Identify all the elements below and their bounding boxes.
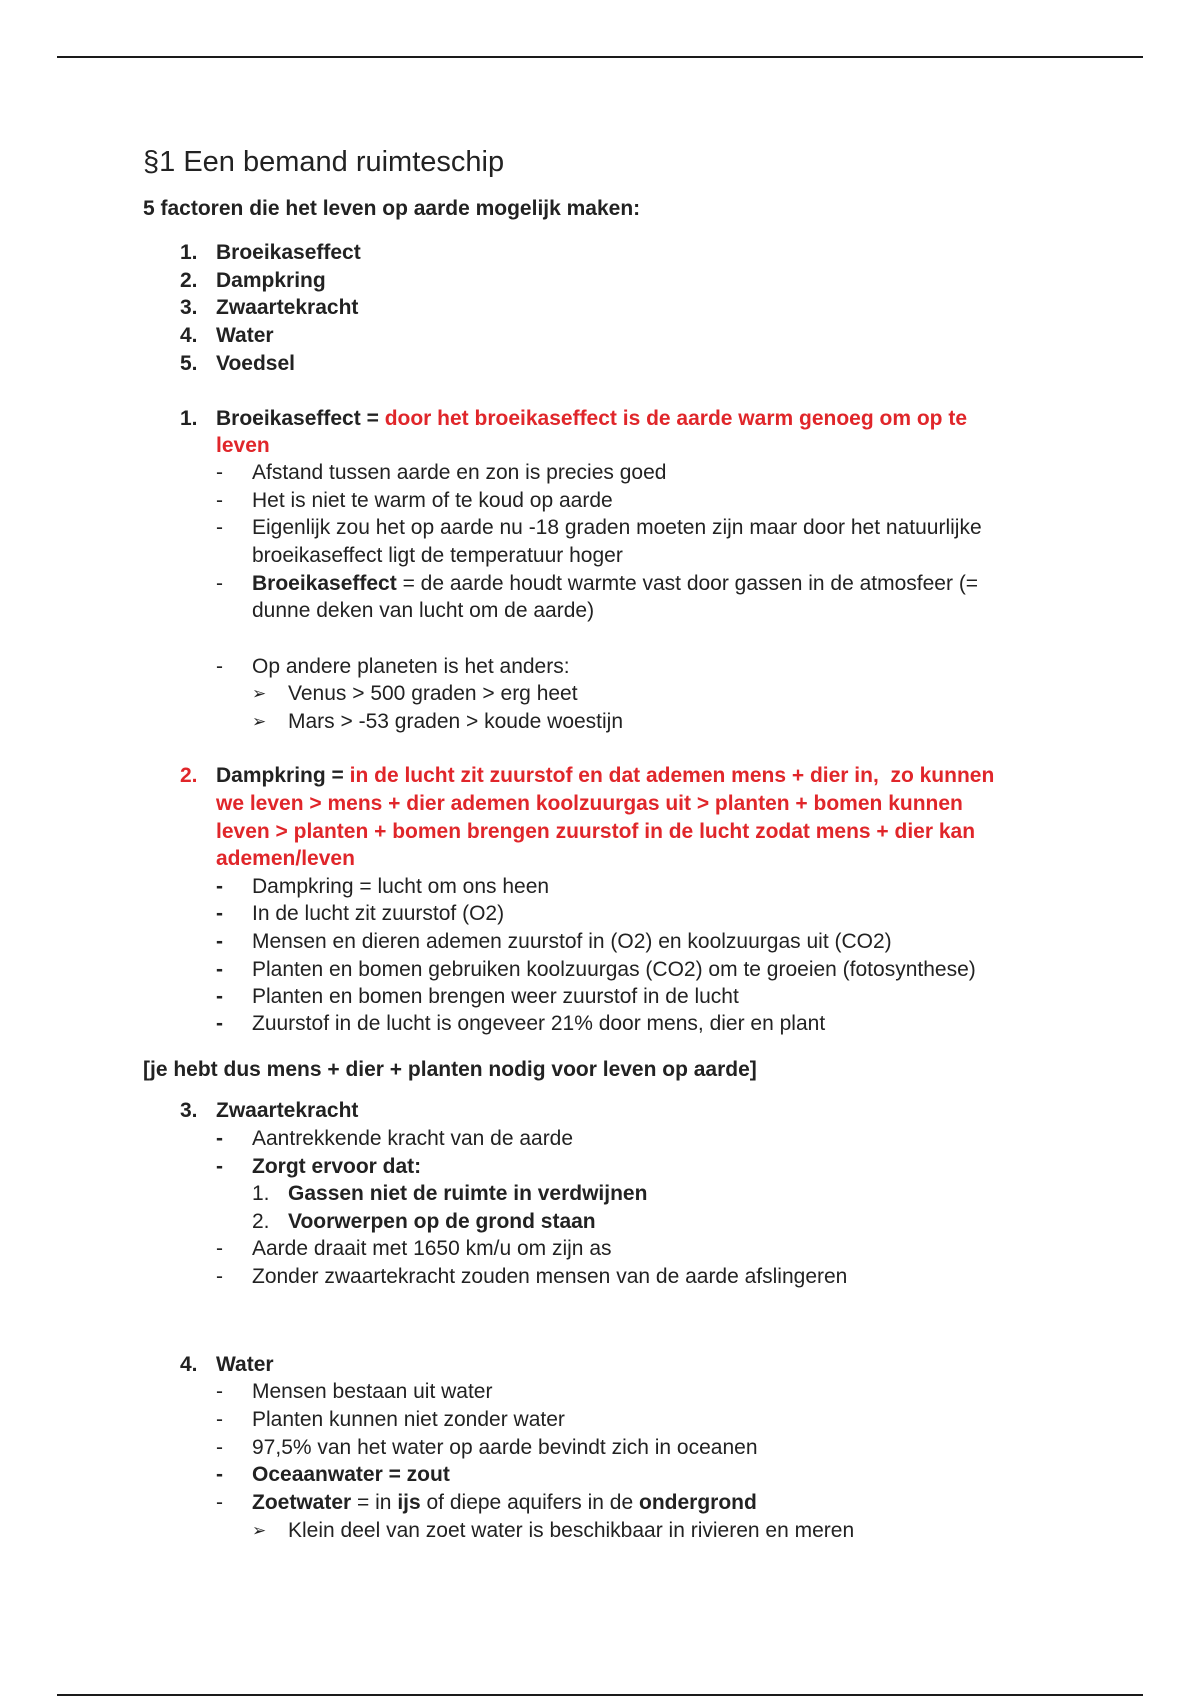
dash-marker: - — [216, 461, 223, 484]
section-zwaartekracht-heading: Zwaartekracht — [216, 1099, 359, 1122]
section-definition: door het broeikaseffect is de aarde warm genoeg om op te — [384, 407, 967, 430]
bullet-text: Aarde draait met 1650 km/u om zijn as — [252, 1237, 612, 1260]
bullet-text: Mensen en dieren ademen zuurstof in (O2) en koolzuurgas uit (CO2) — [252, 930, 892, 953]
dash-marker: - — [216, 1380, 223, 1403]
section-number: 2. — [180, 764, 198, 787]
section-number: 3. — [180, 1099, 198, 1122]
bullet-text: Aantrekkende kracht van de aarde — [252, 1127, 574, 1150]
dash-marker: - — [216, 516, 223, 539]
bottom-rule — [57, 1694, 1143, 1696]
dash-marker: - — [216, 1237, 223, 1260]
bullet-text: Zonder zwaartekracht zouden mensen van de aarde afslingeren — [252, 1265, 848, 1288]
bullet-text: Op andere planeten is het anders: — [252, 655, 570, 678]
factor-number: 1. — [180, 241, 198, 264]
bold-term: Zoetwater — [252, 1491, 352, 1514]
bullet-text: = de aarde houdt warmte vast door gassen in de atmosfeer (= — [396, 572, 979, 595]
bullet-text: Planten en bomen gebruiken koolzuurgas (CO2) om te groeien (fotosynthese) — [252, 958, 976, 981]
bold-term: ijs — [397, 1491, 421, 1514]
section-definition-continued: leven — [216, 434, 270, 457]
bullet-text: 97,5% van het water op aarde bevindt zich in oceanen — [252, 1436, 758, 1459]
bullet-text: = in — [351, 1491, 398, 1514]
bold-term: Broeikaseffect — [252, 572, 397, 595]
bullet-text-continued: dunne deken van lucht om de aarde) — [252, 599, 595, 622]
sub-item: Voorwerpen op de grond staan — [288, 1210, 596, 1233]
dash-marker: - — [216, 572, 223, 595]
factor-item: Voedsel — [216, 352, 295, 375]
bullet-text: In de lucht zit zuurstof (O2) — [252, 902, 505, 925]
sub-bullet-text: Venus > 500 graden > erg heet — [288, 682, 578, 705]
page-title: §1 Een bemand ruimteschip — [143, 146, 505, 178]
bullet-text-bold: Zorgt ervoor dat: — [252, 1155, 422, 1178]
dash-marker: - — [216, 489, 223, 512]
dash-marker: - — [216, 1436, 223, 1459]
dash-marker: - — [216, 1463, 223, 1486]
bullet-text: Het is niet te warm of te koud op aarde — [252, 489, 613, 512]
factor-number: 2. — [180, 269, 198, 292]
section-term: Broeikaseffect = — [216, 407, 379, 430]
arrow-bullet-icon: ➢ — [252, 712, 267, 731]
sub-number: 2. — [252, 1210, 270, 1233]
dash-marker: - — [216, 1012, 223, 1035]
factor-number: 4. — [180, 324, 198, 347]
summary-note: [je hebt dus mens + dier + planten nodig voor leven op aarde] — [143, 1058, 757, 1081]
bullet-broeikaseffect-definition — [252, 571, 978, 597]
factor-item: Zwaartekracht — [216, 296, 359, 319]
section-definition-continued: leven > planten + bomen brengen zuurstof in de lucht zodat mens + dier kan — [216, 820, 976, 843]
bullet-text: Zuurstof in de lucht is ongeveer 21% door mens, dier en plant — [252, 1012, 826, 1035]
dash-marker: - — [216, 985, 223, 1008]
section-number: 4. — [180, 1353, 198, 1376]
bullet-text-continued: broeikaseffect ligt de temperatuur hoger — [252, 544, 623, 567]
bullet-text: Planten kunnen niet zonder water — [252, 1408, 565, 1431]
arrow-bullet-icon: ➢ — [252, 684, 267, 703]
section-definition: in de lucht zit zuurstof en dat ademen mens + dier in, zo kunnen — [343, 764, 995, 787]
dash-marker: - — [216, 1408, 223, 1431]
bullet-text-bold: Oceaanwater = zout — [252, 1463, 450, 1486]
bullet-zoetwater — [252, 1490, 757, 1516]
bullet-text: Mensen bestaan uit water — [252, 1380, 493, 1403]
dash-marker: - — [216, 1491, 223, 1514]
section-broeikaseffect-heading — [216, 406, 967, 432]
sub-bullet-text: Klein deel van zoet water is beschikbaar in rivieren en meren — [288, 1519, 855, 1542]
dash-marker: - — [216, 875, 223, 898]
dash-marker: - — [216, 1265, 223, 1288]
top-rule — [57, 56, 1143, 58]
section-definition-continued: ademen/leven — [216, 847, 355, 870]
section-term: Dampkring = — [216, 764, 344, 787]
factor-item: Broeikaseffect — [216, 241, 361, 264]
dash-marker: - — [216, 958, 223, 981]
bold-term: ondergrond — [639, 1491, 757, 1514]
factor-number: 5. — [180, 352, 198, 375]
dash-marker: - — [216, 902, 223, 925]
intro-heading: 5 factoren die het leven op aarde mogelijk maken: — [143, 197, 641, 220]
arrow-bullet-icon: ➢ — [252, 1521, 267, 1540]
factor-number: 3. — [180, 296, 198, 319]
factor-item: Dampkring — [216, 269, 326, 292]
bullet-text: Dampkring = lucht om ons heen — [252, 875, 550, 898]
bullet-text: of diepe aquifers in de — [420, 1491, 639, 1514]
dash-marker: - — [216, 1155, 223, 1178]
sub-bullet-text: Mars > -53 graden > koude woestijn — [288, 710, 624, 733]
sub-number: 1. — [252, 1182, 270, 1205]
section-number: 1. — [180, 407, 198, 430]
section-water-heading: Water — [216, 1353, 274, 1376]
factor-item: Water — [216, 324, 274, 347]
section-definition-continued: we leven > mens + dier ademen koolzuurgas uit > planten + bomen kunnen — [216, 792, 963, 815]
dash-marker: - — [216, 930, 223, 953]
sub-item: Gassen niet de ruimte in verdwijnen — [288, 1182, 648, 1205]
dash-marker: - — [216, 1127, 223, 1150]
bullet-text: Eigenlijk zou het op aarde nu -18 graden moeten zijn maar door het natuurlijke — [252, 516, 982, 539]
section-dampkring-heading — [216, 763, 994, 789]
bullet-text: Afstand tussen aarde en zon is precies goed — [252, 461, 667, 484]
dash-marker: - — [216, 655, 223, 678]
bullet-text: Planten en bomen brengen weer zuurstof in de lucht — [252, 985, 739, 1008]
